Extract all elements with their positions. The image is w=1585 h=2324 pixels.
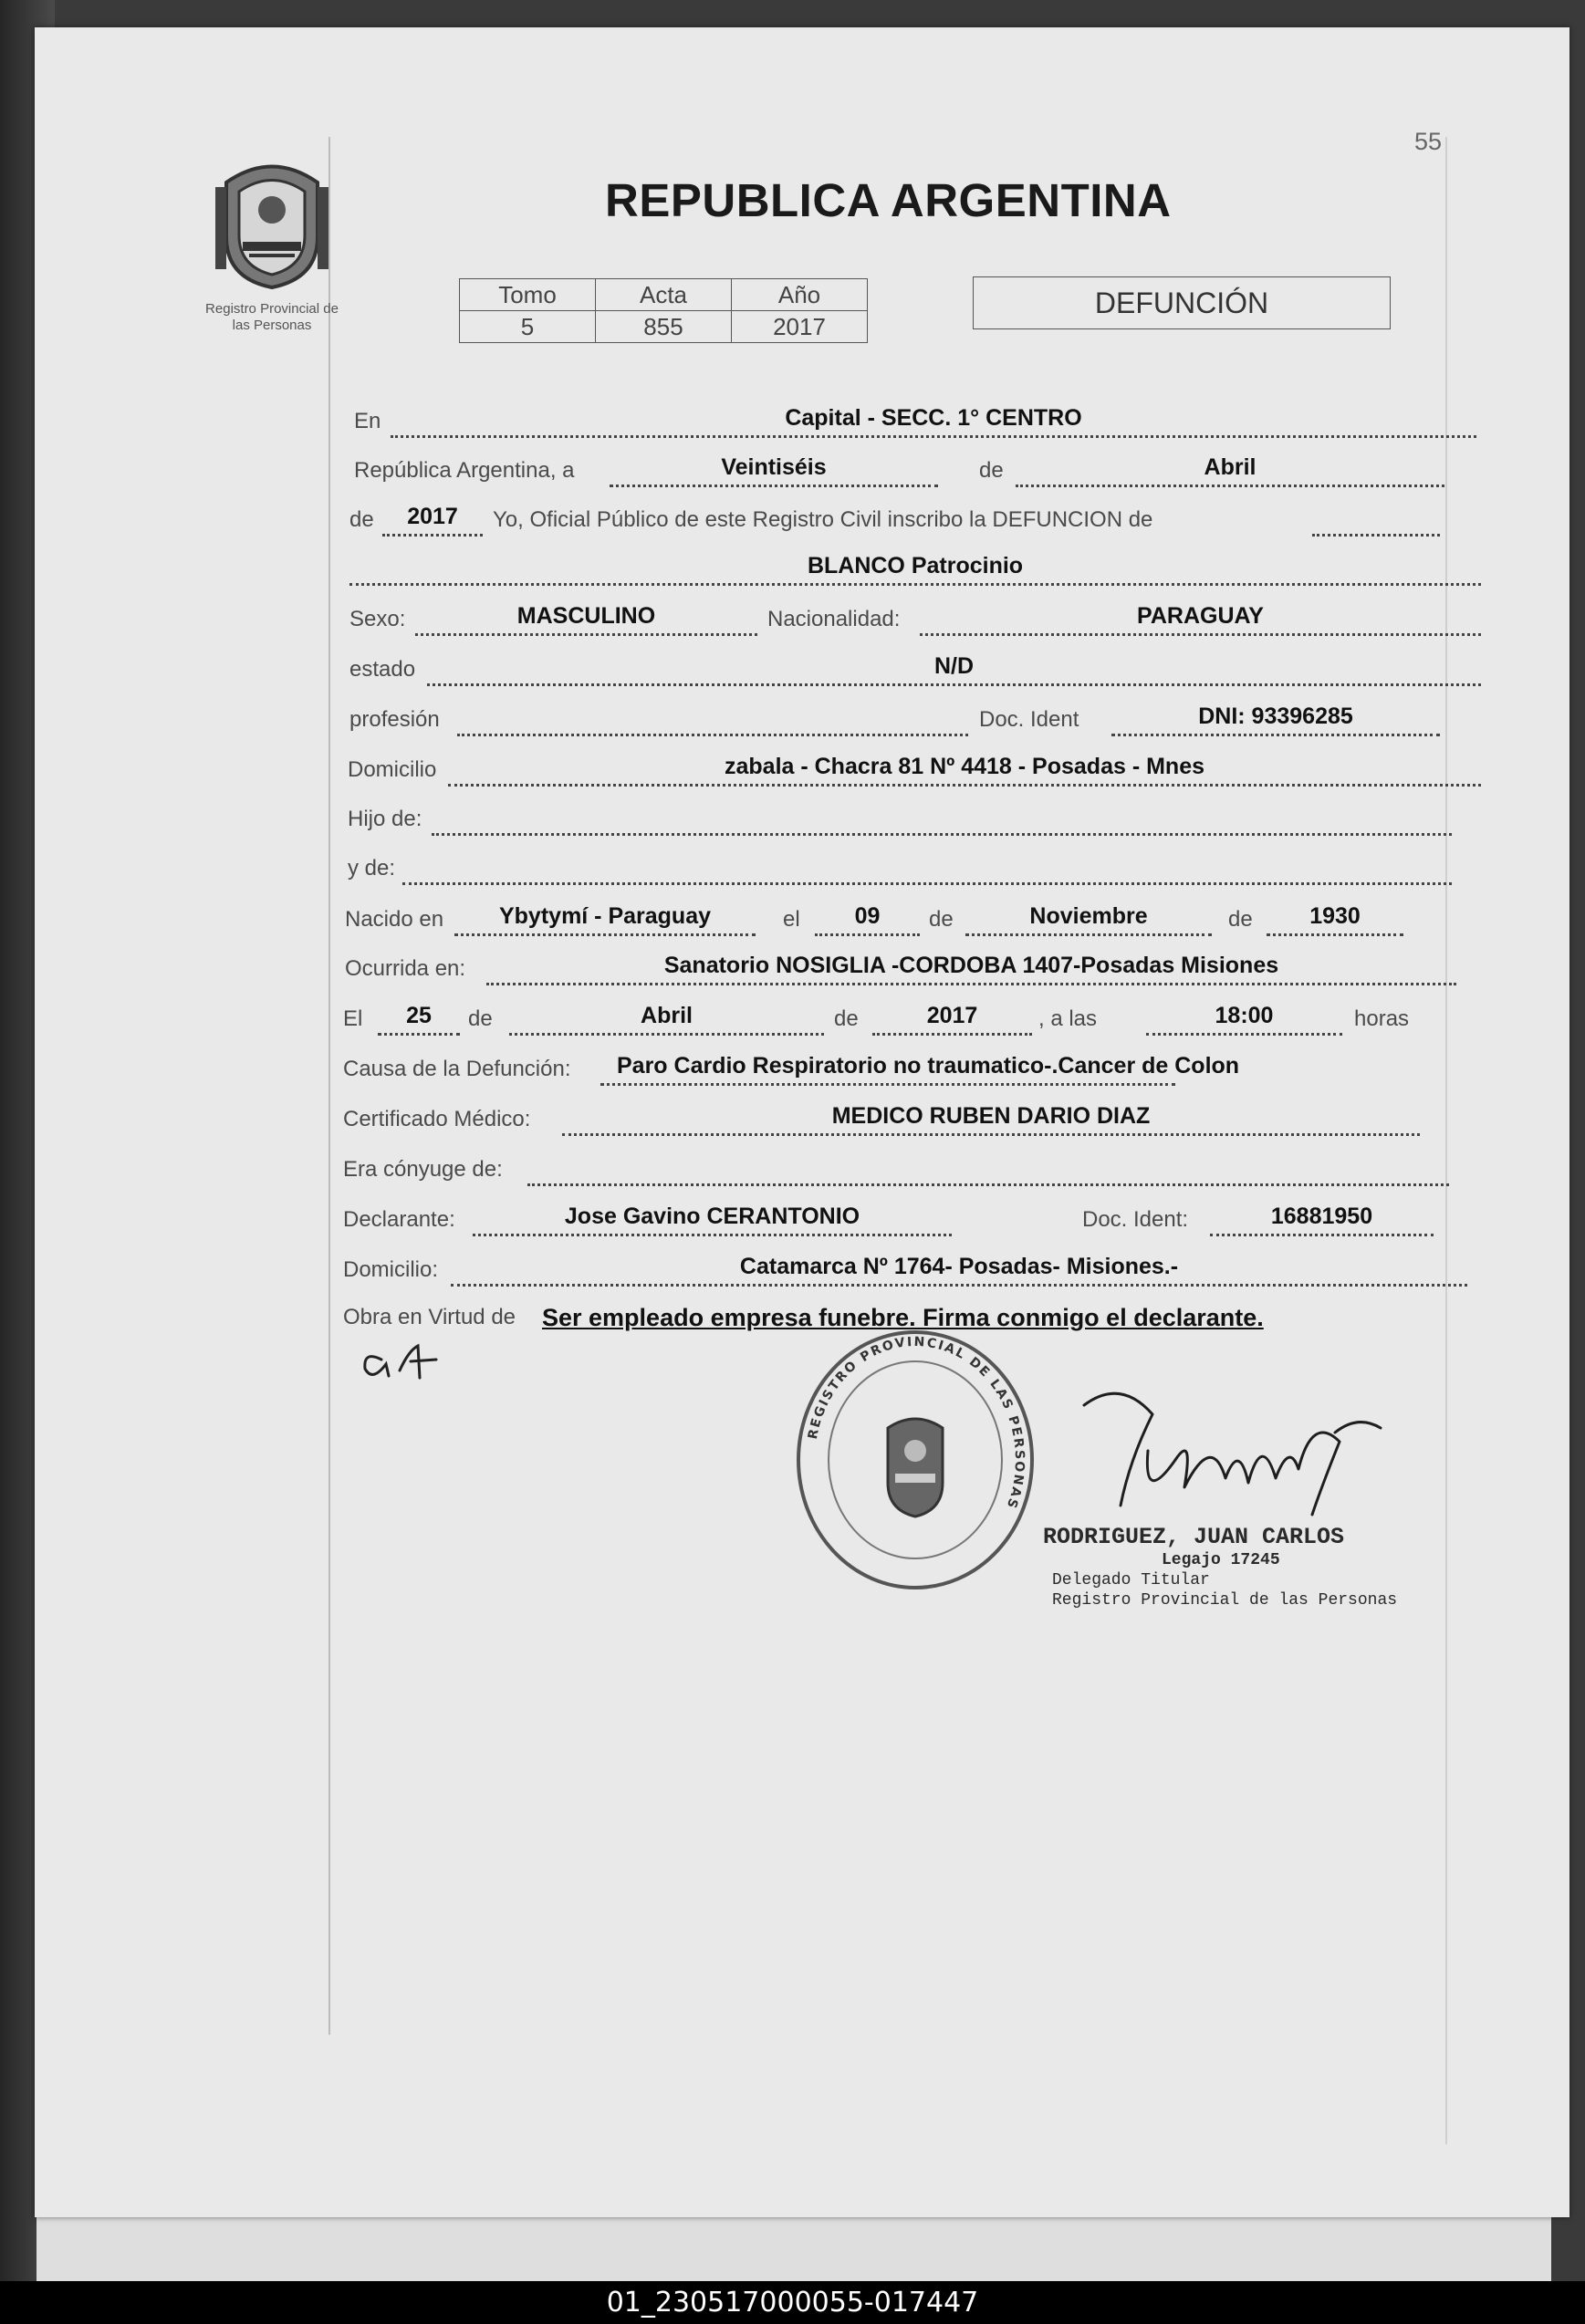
registry-header-acta: Acta (596, 279, 732, 311)
domicilio2-value: Catamarca Nº 1764- Posadas- Misiones.- (739, 1254, 1179, 1279)
estado-label: estado (349, 657, 416, 682)
domicilio2-field (451, 1250, 1467, 1287)
sexo-label: Sexo: (349, 607, 406, 631)
certificado-field (562, 1099, 1420, 1136)
registry-table (459, 278, 868, 343)
nacionalidad-field (920, 599, 1481, 636)
conyuge-label: Era cónyuge de: (343, 1157, 503, 1182)
certificate-sheet (35, 27, 1569, 2217)
domicilio-label: Domicilio (348, 757, 437, 782)
registry-value-ano: 2017 (732, 311, 868, 343)
coat-of-arms-icon (208, 155, 336, 292)
profesion-label: profesión (349, 707, 440, 732)
seal-icon (787, 1323, 1043, 1597)
causa-label: Causa de la Defunción: (343, 1057, 571, 1081)
hijo-label: Hijo de: (348, 807, 422, 831)
year-field (382, 500, 483, 537)
death-year-field (872, 999, 1032, 1036)
row-date (354, 451, 1476, 491)
row-profesion (349, 700, 1481, 740)
alas-label: , a las (1038, 1006, 1098, 1031)
scan-id-footer: 01_230517000055-017447 (0, 2281, 1585, 2324)
el-label: el (783, 907, 800, 932)
row-nacido (345, 900, 1458, 940)
row-estado (349, 650, 1481, 690)
causa-field (600, 1049, 1240, 1086)
row-sexo (349, 599, 1481, 640)
republica-label: República Argentina, a (354, 458, 575, 483)
el2-label: El (343, 1006, 363, 1031)
row-ocurrida (345, 949, 1456, 989)
ocurrida-label: Ocurrida en: (345, 956, 466, 981)
de4-label: de (468, 1006, 493, 1031)
birth-day-value: 09 (854, 903, 881, 929)
registry-logo (185, 155, 359, 334)
declarante-field (473, 1200, 952, 1236)
decl-doc-field (1210, 1200, 1434, 1236)
birth-month-field (965, 900, 1212, 936)
handwritten-note (354, 1323, 454, 1391)
nacido-lugar-field (454, 900, 756, 936)
logo-caption-line2: las Personas (232, 318, 312, 333)
causa-value: Paro Cardio Respiratorio no traumatico-.Cancer de Colon (617, 1053, 1240, 1079)
document-title: REPUBLICA ARGENTINA (605, 174, 1172, 226)
en-label: En (354, 409, 381, 433)
certificado-value: MEDICO RUBEN DARIO DIAZ (831, 1103, 1151, 1129)
deceased-name-value: BLANCO Patrocinio (807, 553, 1024, 578)
signature-scribble (1066, 1378, 1394, 1537)
hijo-field (432, 799, 1452, 836)
de3-label: de (1228, 907, 1253, 932)
sexo-field (415, 599, 757, 636)
signer-office: Registro Provincial de las Personas (1052, 1591, 1398, 1610)
row-certificado (343, 1099, 1420, 1140)
en-field (391, 401, 1476, 438)
row-domicilio (348, 750, 1481, 790)
obra-value: Ser empleado empresa funebre. Firma conmigo el declarante. (542, 1304, 1264, 1331)
svg-text:REGISTRO PROVINCIAL DE LAS PER: REGISTRO PROVINCIAL DE LAS PERSONAS (805, 1334, 1027, 1512)
death-time-field (1146, 999, 1342, 1036)
row-declarante (343, 1200, 1447, 1240)
row-domicilio2 (343, 1250, 1467, 1290)
death-day-value: 25 (406, 1003, 432, 1028)
de2-label: de (929, 907, 954, 932)
death-month-field (509, 999, 824, 1036)
nacido-lugar-value: Ybytymí - Paraguay (498, 903, 712, 929)
birth-month-value: Noviembre (1029, 903, 1148, 929)
row-causa (343, 1049, 1449, 1089)
row-yde (348, 849, 1452, 889)
yde-field (402, 849, 1452, 885)
intro-trailing-field (1312, 500, 1440, 537)
row-intro (349, 500, 1481, 540)
domicilio-field (448, 750, 1481, 787)
handwritten-note-glyph (354, 1323, 454, 1387)
row-name (349, 549, 1481, 589)
document-type-box: DEFUNCIÓN (973, 276, 1391, 329)
decl-doc-label: Doc. Ident: (1082, 1207, 1189, 1232)
death-month-value: Abril (641, 1003, 693, 1028)
nacionalidad-value: PARAGUAY (1137, 603, 1264, 629)
official-stamp (787, 1323, 1043, 1601)
birth-year-value: 1930 (1309, 903, 1361, 929)
horas-label: horas (1354, 1006, 1410, 1031)
death-year-value: 2017 (926, 1003, 978, 1028)
year-prefix-label: de (349, 507, 374, 532)
row-death-date (343, 999, 1456, 1039)
death-day-field (378, 999, 460, 1036)
ocurrida-value: Sanatorio NOSIGLIA -CORDOBA 1407-Posadas Misiones (663, 953, 1279, 978)
ocurrida-field (486, 949, 1456, 985)
de5-label: de (834, 1006, 859, 1031)
declarante-label: Declarante: (343, 1207, 455, 1232)
profesion-field (457, 700, 968, 736)
day-words-value: Veintiséis (721, 454, 827, 480)
signer-role: Delegado Titular (1052, 1571, 1210, 1589)
signature-block (1043, 1524, 1426, 1610)
registry-value-acta: 855 (596, 311, 732, 343)
yde-label: y de: (348, 856, 396, 881)
domicilio2-label: Domicilio: (343, 1257, 439, 1282)
birth-year-field (1267, 900, 1403, 936)
certificado-label: Certificado Médico: (343, 1107, 531, 1131)
doc-label: Doc. Ident (979, 707, 1079, 732)
row-conyuge (343, 1150, 1449, 1190)
de-label: de (979, 458, 1004, 483)
nacionalidad-label: Nacionalidad: (767, 607, 901, 631)
conyuge-field (527, 1150, 1449, 1186)
estado-field (427, 650, 1481, 686)
margin-rule-left (328, 137, 330, 2035)
sexo-value: MASCULINO (516, 603, 656, 629)
signature-icon (1066, 1378, 1394, 1533)
signer-legajo: Legajo 17245 (1162, 1551, 1280, 1569)
death-time-value: 18:00 (1215, 1003, 1274, 1028)
signer-name: RODRIGUEZ, JUAN CARLOS (1043, 1524, 1345, 1550)
month-value: Abril (1204, 454, 1257, 480)
page-number: 55 (1414, 128, 1443, 155)
intro-text: Yo, Oficial Público de este Registro Civil inscribo la DEFUNCION de (493, 507, 1153, 532)
logo-caption-line1: Registro Provincial de (205, 301, 339, 317)
obra-label: Obra en Virtud de (343, 1305, 516, 1329)
decl-doc-value: 16881950 (1270, 1204, 1373, 1229)
row-hijo (348, 799, 1452, 839)
estado-value: N/D (933, 653, 975, 679)
domicilio-value: zabala - Chacra 81 Nº 4418 - Posadas - Mnes (724, 754, 1205, 779)
en-value: Capital - SECC. 1° CENTRO (785, 405, 1082, 431)
doc-field (1111, 700, 1440, 736)
day-words-field (610, 451, 938, 487)
registry-header-ano: Año (732, 279, 868, 311)
year-value: 2017 (407, 504, 458, 529)
registry-header-tomo: Tomo (460, 279, 596, 311)
deceased-name-field (349, 549, 1481, 586)
row-en (354, 401, 1476, 442)
doc-value: DNI: 93396285 (1198, 703, 1353, 729)
birth-day-field (815, 900, 920, 936)
registry-value-tomo: 5 (460, 311, 596, 343)
nacido-label: Nacido en (345, 907, 444, 932)
month-field (1016, 451, 1444, 487)
declarante-value: Jose Gavino CERANTONIO (564, 1204, 860, 1229)
